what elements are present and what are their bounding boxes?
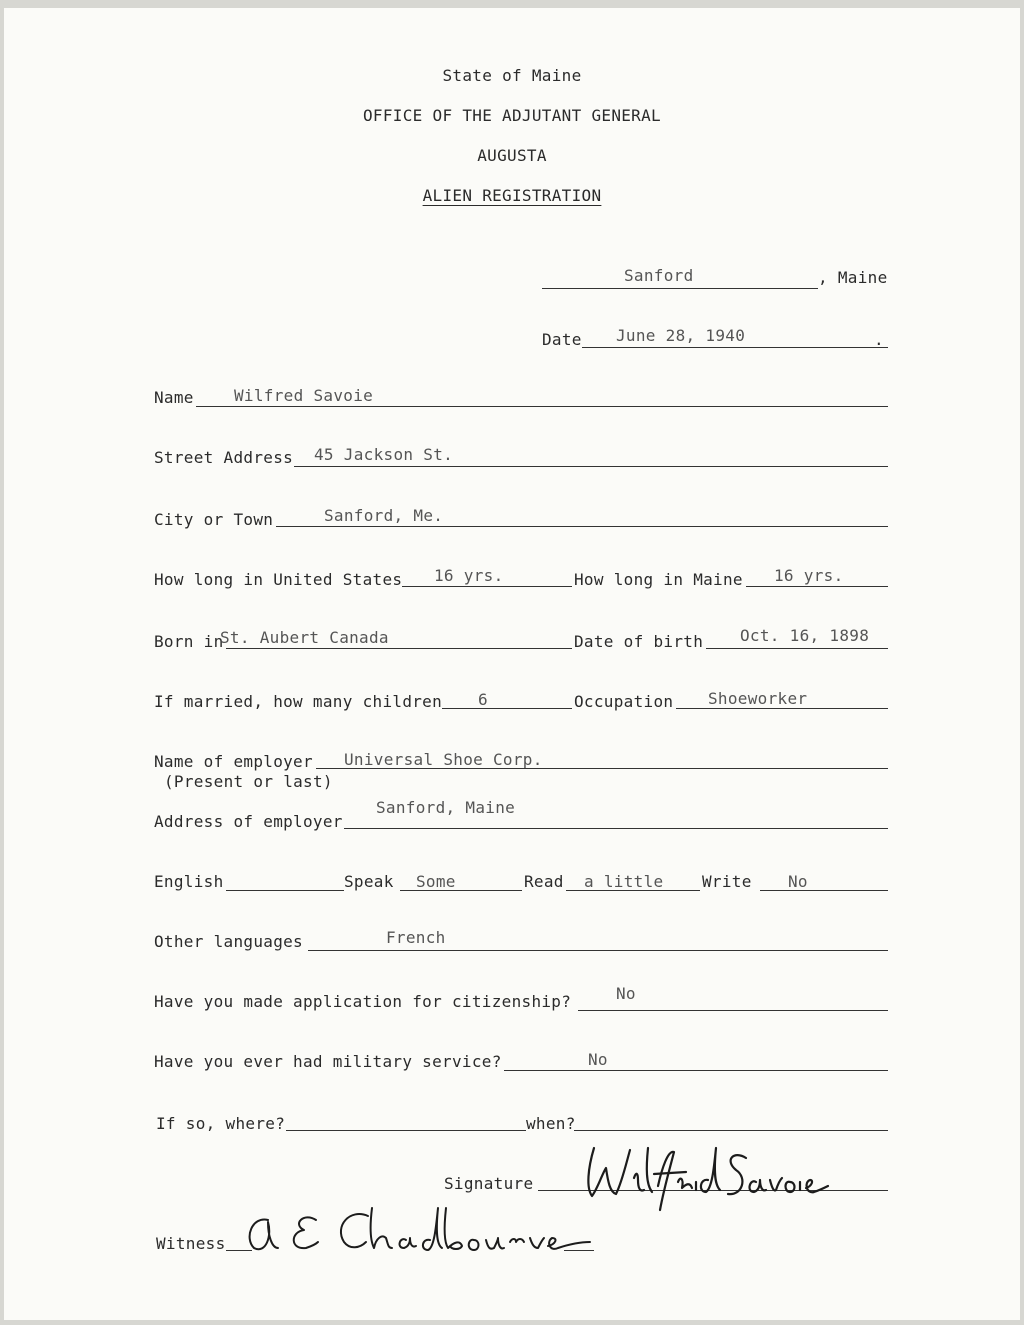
date-label: Date bbox=[542, 330, 582, 349]
write-value: No bbox=[788, 872, 808, 891]
children-line bbox=[442, 708, 572, 709]
city-label: City or Town bbox=[154, 510, 274, 529]
registration-form bbox=[4, 8, 1020, 1320]
citizenship-label: Have you made application for citizenship? bbox=[154, 992, 572, 1011]
witness-line-end bbox=[564, 1250, 594, 1251]
english-label: English bbox=[154, 872, 224, 891]
employer-address-line bbox=[344, 828, 888, 829]
born-in-value: St. Aubert Canada bbox=[220, 628, 389, 647]
town-state-suffix: , Maine bbox=[818, 268, 888, 287]
occupation-value: Shoeworker bbox=[708, 689, 808, 708]
employer-address-value: Sanford, Maine bbox=[376, 798, 516, 817]
employer-label: Name of employer bbox=[154, 752, 313, 771]
town-line bbox=[542, 288, 818, 289]
english-line bbox=[226, 890, 344, 891]
children-value: 6 bbox=[478, 690, 488, 709]
where-label: If so, where? bbox=[156, 1114, 286, 1133]
employer-line bbox=[316, 768, 888, 769]
other-languages-line bbox=[308, 950, 888, 951]
when-line bbox=[574, 1130, 888, 1131]
name-label: Name bbox=[154, 388, 194, 407]
speak-value: Some bbox=[416, 872, 456, 891]
citizenship-line bbox=[578, 1010, 888, 1011]
us-duration-value: 16 yrs. bbox=[434, 566, 504, 585]
employer-address-label: Address of employer bbox=[154, 812, 343, 831]
read-label: Read bbox=[524, 872, 564, 891]
witness-label: Witness bbox=[156, 1234, 226, 1253]
street-line bbox=[294, 466, 888, 467]
date-line bbox=[582, 347, 888, 348]
street-label: Street Address bbox=[154, 448, 294, 467]
name-value: Wilfred Savoie bbox=[234, 386, 374, 405]
born-in-line bbox=[226, 648, 572, 649]
maine-duration-line bbox=[746, 586, 888, 587]
name-line bbox=[196, 406, 888, 407]
other-languages-label: Other languages bbox=[154, 932, 303, 951]
speak-label: Speak bbox=[344, 872, 394, 891]
form-title: ALIEN REGISTRATION bbox=[422, 186, 602, 205]
born-in-label: Born in bbox=[154, 632, 224, 651]
witness-signature-image bbox=[234, 1198, 594, 1268]
where-line bbox=[286, 1130, 526, 1131]
town-value: Sanford bbox=[624, 266, 694, 285]
military-line bbox=[504, 1070, 888, 1071]
street-value: 45 Jackson St. bbox=[314, 445, 454, 464]
read-value: a little bbox=[584, 872, 664, 891]
us-duration-label: How long in United States bbox=[154, 570, 403, 589]
employer-sub-label: (Present or last) bbox=[164, 772, 333, 791]
header-city: AUGUSTA bbox=[477, 146, 547, 165]
write-label: Write bbox=[702, 872, 752, 891]
date-end: . bbox=[874, 330, 884, 349]
occupation-label: Occupation bbox=[574, 692, 674, 711]
when-label: when? bbox=[526, 1114, 576, 1133]
us-duration-line bbox=[402, 586, 572, 587]
occupation-line bbox=[676, 708, 888, 709]
header-state: State of Maine bbox=[442, 66, 582, 85]
birth-date-line bbox=[706, 648, 888, 649]
maine-duration-value: 16 yrs. bbox=[774, 566, 844, 585]
birth-date-value: Oct. 16, 1898 bbox=[740, 626, 870, 645]
write-line bbox=[760, 890, 888, 891]
city-line bbox=[276, 526, 888, 527]
signature-label: Signature bbox=[444, 1174, 534, 1193]
date-value: June 28, 1940 bbox=[616, 326, 746, 345]
read-line bbox=[566, 890, 700, 891]
military-label: Have you ever had military service? bbox=[154, 1052, 502, 1071]
other-languages-value: French bbox=[386, 928, 446, 947]
children-label: If married, how many children bbox=[154, 692, 443, 711]
city-value: Sanford, Me. bbox=[324, 506, 444, 525]
citizenship-value: No bbox=[616, 984, 636, 1003]
header-office: OFFICE OF THE ADJUTANT GENERAL bbox=[363, 106, 661, 125]
employer-value: Universal Shoe Corp. bbox=[344, 750, 543, 769]
military-value: No bbox=[588, 1050, 608, 1069]
signature-image bbox=[574, 1138, 834, 1218]
birth-date-label: Date of birth bbox=[574, 632, 704, 651]
speak-line bbox=[400, 890, 522, 891]
maine-duration-label: How long in Maine bbox=[574, 570, 743, 589]
